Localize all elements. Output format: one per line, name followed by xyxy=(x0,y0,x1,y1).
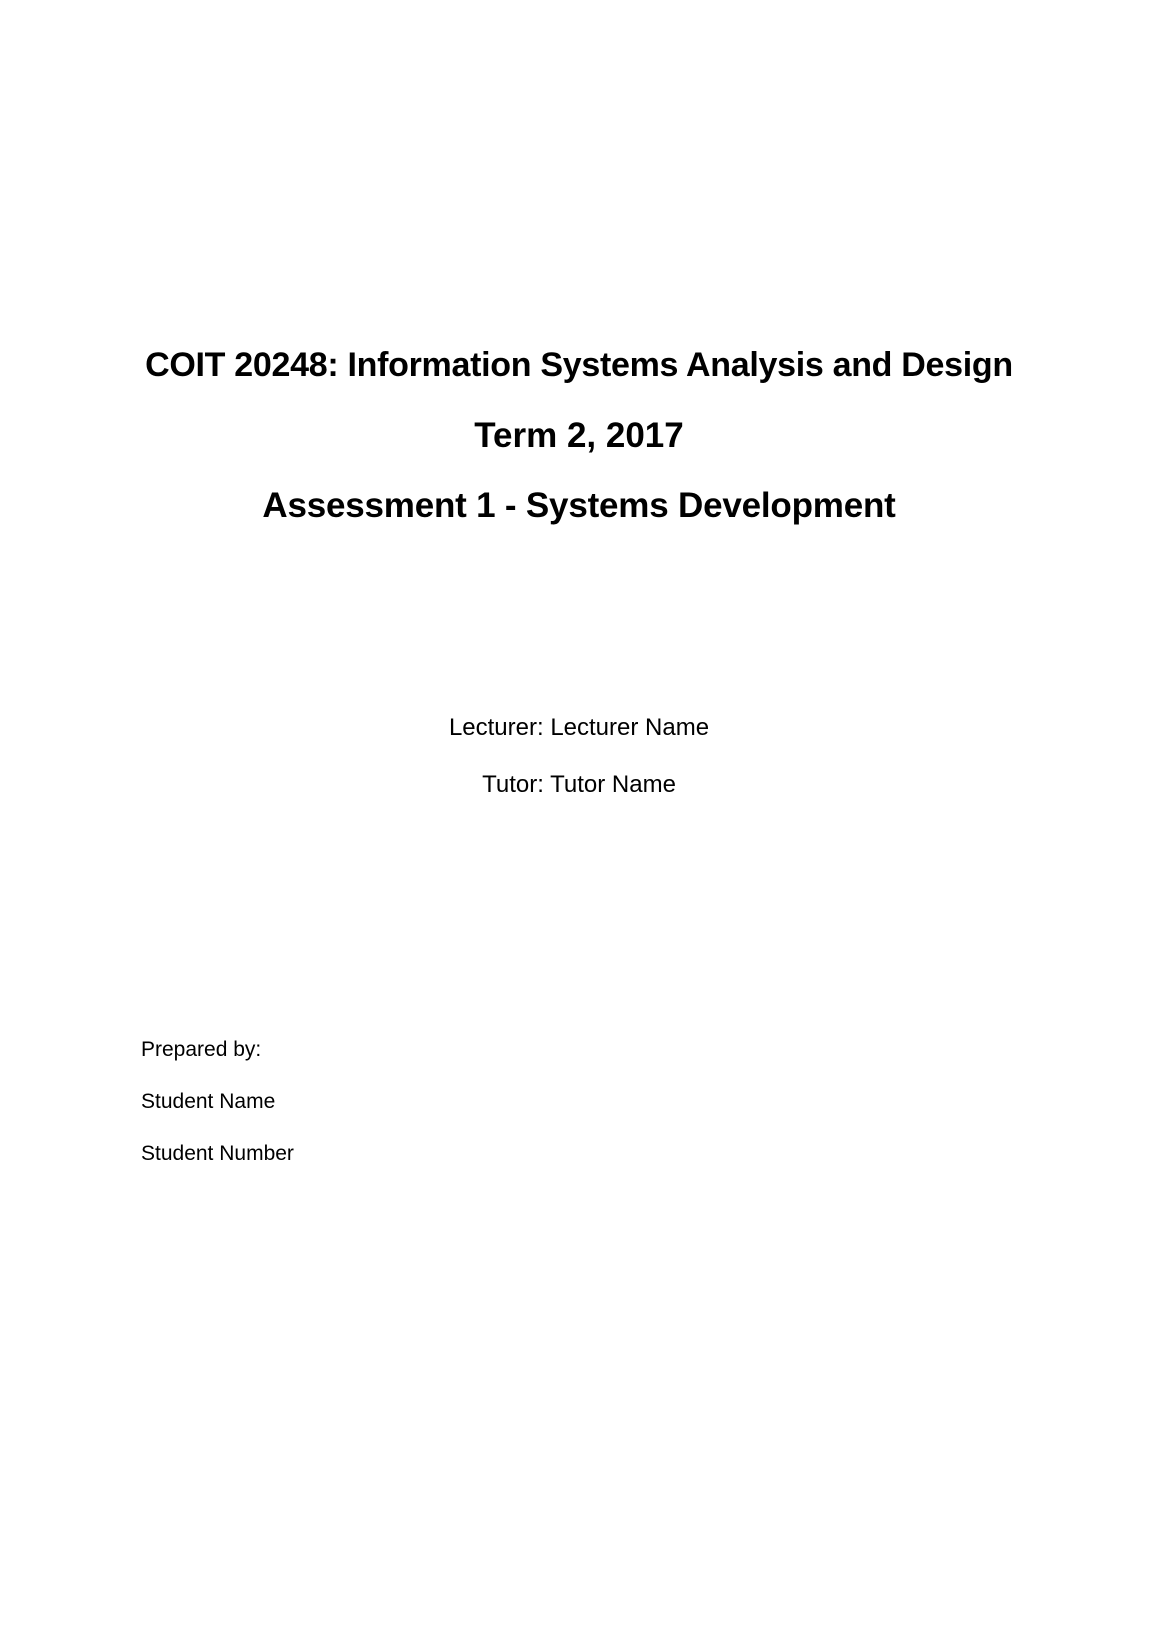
tutor-line: Tutor: Tutor Name xyxy=(482,771,676,798)
term-heading: Term 2, 2017 xyxy=(474,416,684,455)
lecturer-line: Lecturer: Lecturer Name xyxy=(448,714,710,741)
student-number: Student Number xyxy=(141,1142,294,1165)
course-title: COIT 20248: Information Systems Analysis and Design xyxy=(145,346,1013,384)
student-name: Student Name xyxy=(141,1090,276,1113)
prepared-by-label: Prepared by: xyxy=(141,1038,262,1061)
assessment-heading: Assessment 1 - Systems Development xyxy=(262,486,896,525)
